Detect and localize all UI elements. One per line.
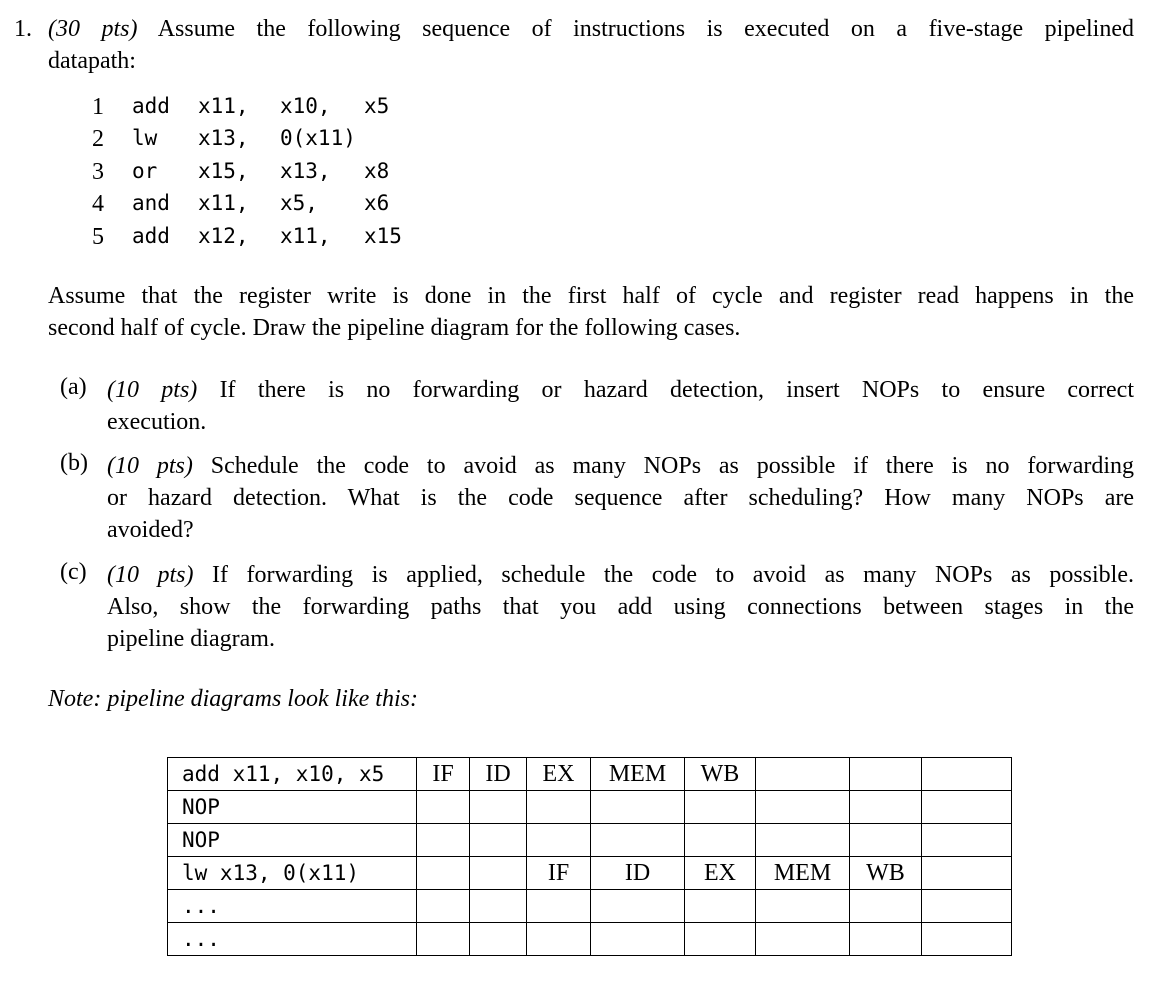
part-b-line-3: avoided? xyxy=(107,517,194,543)
operand-1: x11, xyxy=(198,94,249,118)
part-c-line-2: Also, show the forwarding paths that you add using connections between stages in the xyxy=(107,594,1134,620)
stage-cell xyxy=(470,824,527,857)
stage-cell: EX xyxy=(527,758,591,791)
stage-cell xyxy=(756,824,850,857)
stage-cell xyxy=(591,791,685,824)
question-stem-text: Assume the following sequence of instructions is executed on a five-stage pipelined xyxy=(157,16,1134,42)
stage-cell xyxy=(470,791,527,824)
question-stem-line-2: datapath: xyxy=(48,48,136,74)
part-a-text: If there is no forwarding or hazard detection, insert NOPs to ensure correct xyxy=(219,377,1134,403)
stage-cell xyxy=(591,824,685,857)
stage-cell xyxy=(527,791,591,824)
part-b-body xyxy=(107,450,1134,546)
line-number: 5 xyxy=(92,224,104,250)
stage-cell xyxy=(591,890,685,923)
stage-cell xyxy=(417,923,470,956)
part-c-text: If forwarding is applied, schedule the code to avoid as many NOPs as possible. xyxy=(212,562,1134,588)
question-points: (30 pts) xyxy=(48,16,138,42)
part-c-label: (c) xyxy=(60,559,87,585)
stage-cell xyxy=(922,890,1012,923)
table-row xyxy=(168,791,1012,824)
part-c-line-1 xyxy=(107,559,1134,591)
part-a-line-2: execution. xyxy=(107,409,207,435)
part-b-label: (b) xyxy=(60,450,88,476)
table-row xyxy=(168,923,1012,956)
stage-cell xyxy=(756,791,850,824)
instruction-cell: ... xyxy=(168,923,417,956)
line-number: 1 xyxy=(92,94,104,120)
line-number: 3 xyxy=(92,159,104,185)
stage-cell xyxy=(850,890,922,923)
operand-2: x5, xyxy=(280,191,318,215)
stage-cell xyxy=(685,923,756,956)
part-b-line-1 xyxy=(107,450,1134,482)
operand-2: x11, xyxy=(280,224,331,248)
stage-cell xyxy=(685,824,756,857)
question-number: 1. xyxy=(14,16,32,42)
stage-cell xyxy=(922,857,1012,890)
note: Note: pipeline diagrams look like this: xyxy=(48,686,418,712)
operand-1: x15, xyxy=(198,159,249,183)
part-b-line-2: or hazard detection. What is the code sequence after scheduling? How many NOPs are xyxy=(107,485,1134,511)
stage-cell xyxy=(527,923,591,956)
operand-3: x6 xyxy=(364,191,390,215)
table-row xyxy=(168,824,1012,857)
assumption-line-2: second half of cycle. Draw the pipeline diagram for the following cases. xyxy=(48,315,741,341)
stage-cell xyxy=(470,923,527,956)
line-number: 4 xyxy=(92,191,104,217)
instruction-cell: NOP xyxy=(168,824,417,857)
operand-2: 0(x11) xyxy=(280,126,356,150)
operand-1: x13, xyxy=(198,126,249,150)
stage-cell: ID xyxy=(591,857,685,890)
opcode: lw xyxy=(132,126,158,150)
part-a-label: (a) xyxy=(60,374,87,400)
part-a-points: (10 pts) xyxy=(107,377,198,403)
operand-1: x12, xyxy=(198,224,249,248)
stage-cell xyxy=(470,890,527,923)
stage-cell xyxy=(756,890,850,923)
assumption-paragraph xyxy=(48,280,1134,344)
question-stem-line-1 xyxy=(48,16,1134,43)
stage-cell xyxy=(685,791,756,824)
stage-cell: WB xyxy=(685,758,756,791)
operand-3: x15 xyxy=(364,224,402,248)
opcode: and xyxy=(132,191,170,215)
operand-3: x5 xyxy=(364,94,390,118)
part-a-line-1 xyxy=(107,374,1134,406)
opcode: add xyxy=(132,224,170,248)
stage-cell xyxy=(470,857,527,890)
operand-2: x13, xyxy=(280,159,331,183)
opcode: add xyxy=(132,94,170,118)
stage-cell xyxy=(922,923,1012,956)
stage-cell xyxy=(527,890,591,923)
instruction-cell: ... xyxy=(168,890,417,923)
stage-cell: MEM xyxy=(591,758,685,791)
stage-cell: ID xyxy=(470,758,527,791)
operand-1: x11, xyxy=(198,191,249,215)
operand-3: x8 xyxy=(364,159,390,183)
instruction-cell: NOP xyxy=(168,791,417,824)
instruction-cell: add x11, x10, x5 xyxy=(168,758,417,791)
stage-cell xyxy=(417,824,470,857)
assumption-line-1: Assume that the register write is done in the first half of cycle and register read happens in the xyxy=(48,283,1134,309)
stage-cell xyxy=(756,923,850,956)
table-row xyxy=(168,857,1012,890)
stage-cell xyxy=(850,824,922,857)
stage-cell: WB xyxy=(850,857,922,890)
stage-cell: MEM xyxy=(756,857,850,890)
line-number: 2 xyxy=(92,126,104,152)
stage-cell xyxy=(591,923,685,956)
table-row xyxy=(168,890,1012,923)
stage-cell xyxy=(850,758,922,791)
stage-cell xyxy=(756,758,850,791)
stage-cell: EX xyxy=(685,857,756,890)
part-c-body xyxy=(107,559,1134,655)
stage-cell xyxy=(417,857,470,890)
part-c-line-3: pipeline diagram. xyxy=(107,626,275,652)
stage-cell xyxy=(685,890,756,923)
part-b-points: (10 pts) xyxy=(107,453,193,479)
table-row xyxy=(168,758,1012,791)
stage-cell: IF xyxy=(417,758,470,791)
stage-cell xyxy=(417,791,470,824)
opcode: or xyxy=(132,159,158,183)
stage-cell xyxy=(850,923,922,956)
part-c-points: (10 pts) xyxy=(107,562,194,588)
pipeline-diagram-table xyxy=(167,757,1012,956)
part-a-body xyxy=(107,374,1134,438)
stage-cell xyxy=(922,824,1012,857)
stage-cell xyxy=(417,890,470,923)
stage-cell xyxy=(527,824,591,857)
instruction-cell: lw x13, 0(x11) xyxy=(168,857,417,890)
stage-cell xyxy=(922,758,1012,791)
stage-cell xyxy=(850,791,922,824)
stage-cell: IF xyxy=(527,857,591,890)
stage-cell xyxy=(922,791,1012,824)
part-b-text: Schedule the code to avoid as many NOPs as possible if there is no forwarding xyxy=(210,453,1135,479)
operand-2: x10, xyxy=(280,94,331,118)
